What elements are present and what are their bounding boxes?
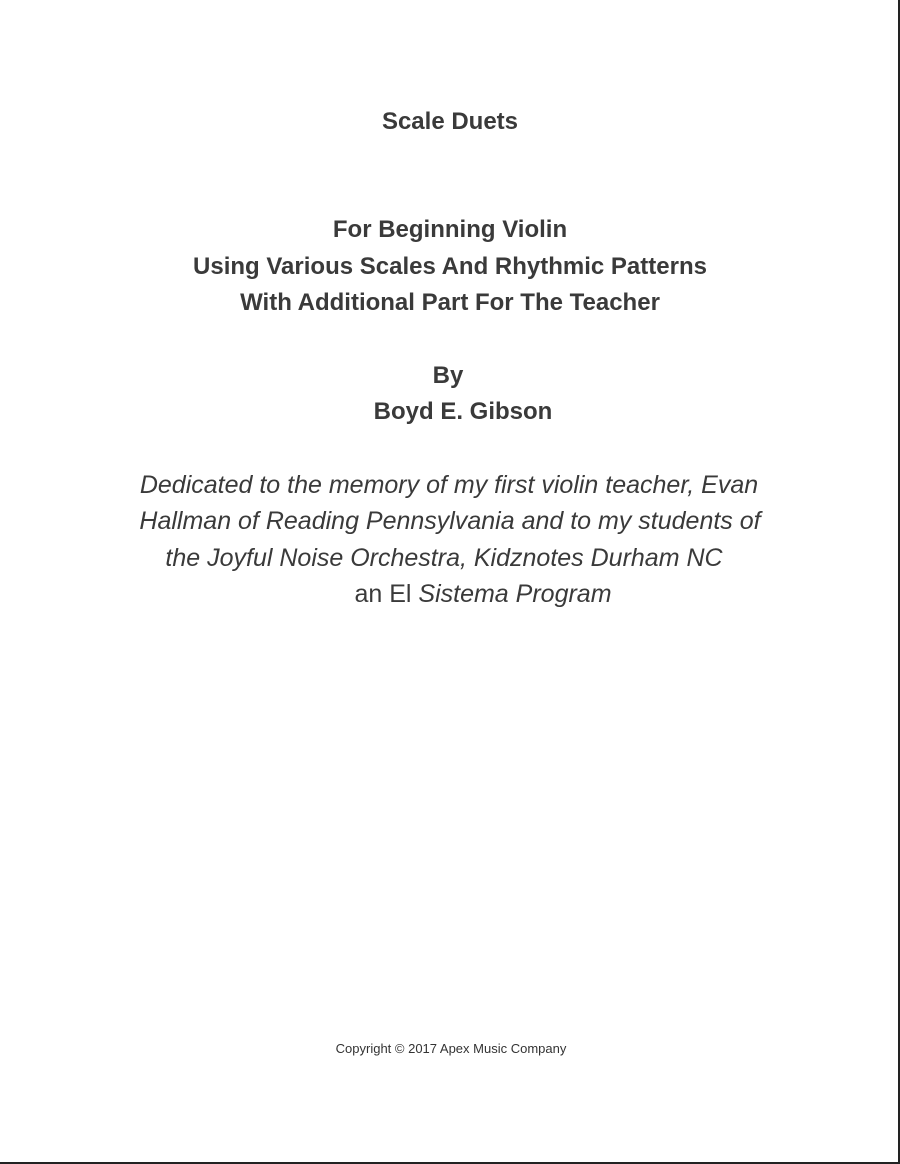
subtitle-line-1: For Beginning Violin — [332, 216, 568, 243]
dedication-line-1: Dedicated to the memory of my first violin teacher, Evan — [139, 471, 759, 499]
page-title: Scale Duets — [381, 108, 519, 135]
dedication-line-3: the Joyful Noise Orchestra, Kidznotes Durham NC — [165, 544, 723, 572]
dedication-line-2: Hallman of Reading Pennsylvania and to my students of — [139, 507, 761, 535]
author-name: Boyd E. Gibson — [373, 398, 553, 425]
subtitle-line-2: Using Various Scales And Rhythmic Patterns — [193, 253, 707, 280]
dedication-line-4 — [354, 580, 611, 609]
copyright-notice: Copyright © 2017 Apex Music Company — [335, 1041, 567, 1056]
by-label: By — [432, 362, 464, 389]
dedication-italic-text: Sistema Program — [418, 580, 612, 608]
dedication-upright-text: an El — [354, 580, 419, 608]
subtitle-line-3: With Additional Part For The Teacher — [240, 289, 660, 316]
